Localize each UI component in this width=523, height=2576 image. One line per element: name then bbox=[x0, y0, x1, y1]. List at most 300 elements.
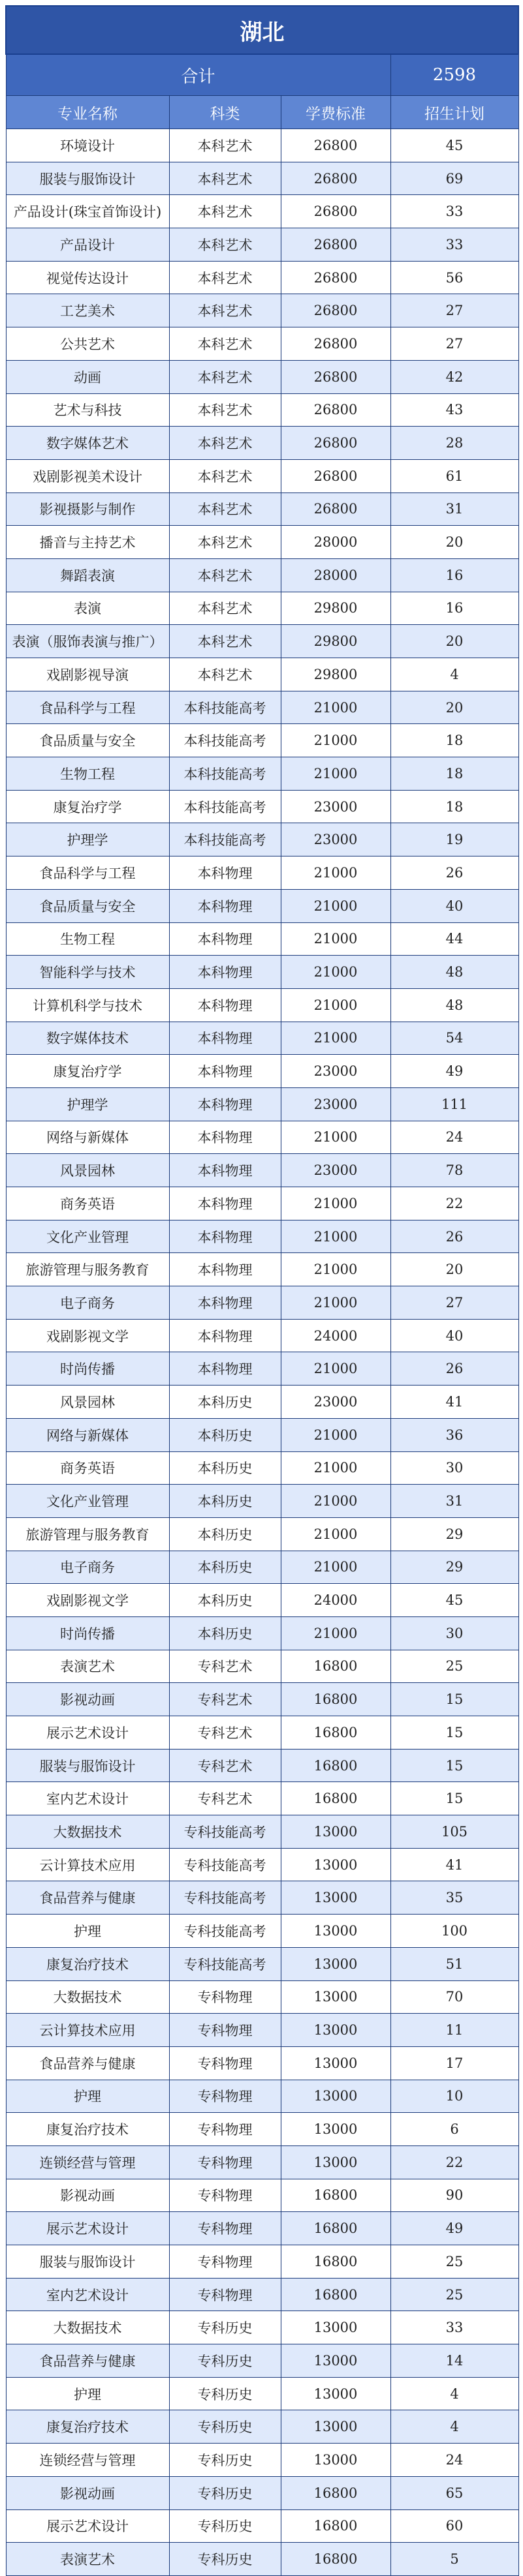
major-cell: 网络与新媒体 bbox=[6, 1418, 169, 1451]
total-label: 合计 bbox=[6, 54, 390, 96]
tuition-cell: 21000 bbox=[281, 1485, 390, 1518]
table-row bbox=[6, 129, 518, 162]
plan-cell: 18 bbox=[390, 724, 518, 757]
category-cell: 专科物理 bbox=[169, 2113, 281, 2146]
category-cell: 专科历史 bbox=[169, 2509, 281, 2543]
table-row bbox=[6, 261, 518, 294]
category-cell: 本科物理 bbox=[169, 1220, 281, 1253]
tuition-cell: 21000 bbox=[281, 691, 390, 724]
tuition-cell: 28000 bbox=[281, 558, 390, 592]
major-cell: 环境设计 bbox=[6, 129, 169, 162]
category-cell: 本科物理 bbox=[169, 1187, 281, 1220]
major-cell: 产品设计(珠宝首饰设计) bbox=[6, 195, 169, 228]
tuition-cell: 21000 bbox=[281, 757, 390, 791]
table-row bbox=[6, 1947, 518, 1980]
major-cell: 连锁经营与管理 bbox=[6, 2444, 169, 2477]
major-cell: 服装与服饰设计 bbox=[6, 162, 169, 195]
plan-cell: 4 bbox=[390, 2377, 518, 2410]
category-cell: 专科物理 bbox=[169, 1980, 281, 2014]
major-cell: 生物工程 bbox=[6, 922, 169, 956]
category-cell: 专科艺术 bbox=[169, 1782, 281, 1815]
tuition-cell: 29800 bbox=[281, 625, 390, 658]
table-row bbox=[6, 2014, 518, 2047]
table-row bbox=[6, 1616, 518, 1650]
table-row bbox=[6, 459, 518, 492]
plan-cell: 42 bbox=[390, 360, 518, 393]
category-cell: 专科艺术 bbox=[169, 1716, 281, 1750]
table-row bbox=[6, 790, 518, 823]
major-cell: 食品科学与工程 bbox=[6, 691, 169, 724]
table-row bbox=[6, 393, 518, 427]
category-cell: 专科物理 bbox=[169, 2145, 281, 2179]
tuition-cell: 16800 bbox=[281, 2543, 390, 2576]
major-cell: 食品质量与安全 bbox=[6, 724, 169, 757]
tuition-cell: 21000 bbox=[281, 1286, 390, 1320]
tuition-cell: 16800 bbox=[281, 2179, 390, 2212]
table-row bbox=[6, 2046, 518, 2080]
plan-cell: 111 bbox=[390, 1087, 518, 1121]
tuition-cell: 16800 bbox=[281, 2509, 390, 2543]
major-cell: 展示艺术设计 bbox=[6, 2509, 169, 2543]
plan-cell: 28 bbox=[390, 427, 518, 460]
tuition-cell: 29800 bbox=[281, 592, 390, 625]
table-row bbox=[6, 1551, 518, 1584]
table-row bbox=[6, 2444, 518, 2477]
category-cell: 本科艺术 bbox=[169, 327, 281, 361]
table-row bbox=[6, 1187, 518, 1220]
category-cell: 专科物理 bbox=[169, 2245, 281, 2279]
category-cell: 本科历史 bbox=[169, 1517, 281, 1551]
plan-cell: 45 bbox=[390, 1584, 518, 1617]
plan-cell: 25 bbox=[390, 2245, 518, 2279]
category-cell: 本科物理 bbox=[169, 956, 281, 989]
plan-cell: 15 bbox=[390, 1782, 518, 1815]
column-header-tuition: 学费标准 bbox=[281, 96, 390, 129]
plan-cell: 41 bbox=[390, 1386, 518, 1419]
major-cell: 戏剧影视文学 bbox=[6, 1584, 169, 1617]
major-cell: 食品科学与工程 bbox=[6, 856, 169, 890]
major-cell: 护理学 bbox=[6, 1087, 169, 1121]
plan-cell: 29 bbox=[390, 1517, 518, 1551]
category-cell: 专科技能高考 bbox=[169, 1947, 281, 1980]
table-row bbox=[6, 1087, 518, 1121]
plan-cell: 48 bbox=[390, 988, 518, 1022]
major-cell: 大数据技术 bbox=[6, 2311, 169, 2344]
table-row bbox=[6, 922, 518, 956]
tuition-cell: 26800 bbox=[281, 162, 390, 195]
major-cell: 文化产业管理 bbox=[6, 1220, 169, 1253]
major-cell: 室内艺术设计 bbox=[6, 1782, 169, 1815]
tuition-cell: 13000 bbox=[281, 2145, 390, 2179]
major-cell: 表演（服饰表演与推广） bbox=[6, 625, 169, 658]
tuition-cell: 23000 bbox=[281, 1055, 390, 1088]
table-row bbox=[6, 228, 518, 262]
category-cell: 专科历史 bbox=[169, 2543, 281, 2576]
plan-cell: 19 bbox=[390, 823, 518, 856]
category-cell: 本科物理 bbox=[169, 1022, 281, 1055]
table-row bbox=[6, 1451, 518, 1485]
category-cell: 本科艺术 bbox=[169, 162, 281, 195]
title-row bbox=[6, 6, 518, 54]
major-cell: 生物工程 bbox=[6, 757, 169, 791]
plan-cell: 18 bbox=[390, 790, 518, 823]
table-row bbox=[6, 625, 518, 658]
category-cell: 专科技能高考 bbox=[169, 1848, 281, 1881]
table-row bbox=[6, 1782, 518, 1815]
table-row bbox=[6, 1319, 518, 1352]
category-cell: 本科历史 bbox=[169, 1551, 281, 1584]
category-cell: 本科历史 bbox=[169, 1485, 281, 1518]
tuition-cell: 21000 bbox=[281, 1253, 390, 1286]
major-cell: 影视动画 bbox=[6, 2179, 169, 2212]
table-row bbox=[6, 856, 518, 890]
tuition-cell: 21000 bbox=[281, 1220, 390, 1253]
plan-cell: 20 bbox=[390, 625, 518, 658]
plan-cell: 41 bbox=[390, 1848, 518, 1881]
major-cell: 戏剧影视导演 bbox=[6, 658, 169, 691]
tuition-cell: 16800 bbox=[281, 1650, 390, 1683]
plan-cell: 40 bbox=[390, 1319, 518, 1352]
plan-cell: 54 bbox=[390, 1022, 518, 1055]
category-cell: 本科技能高考 bbox=[169, 724, 281, 757]
table-row bbox=[6, 1749, 518, 1782]
plan-cell: 30 bbox=[390, 1451, 518, 1485]
table-row bbox=[6, 2344, 518, 2378]
plan-cell: 20 bbox=[390, 526, 518, 559]
plan-cell: 27 bbox=[390, 1286, 518, 1320]
category-cell: 专科物理 bbox=[169, 2179, 281, 2212]
tuition-cell: 16800 bbox=[281, 2212, 390, 2245]
table-row bbox=[6, 327, 518, 361]
plan-cell: 25 bbox=[390, 1650, 518, 1683]
table-row bbox=[6, 592, 518, 625]
plan-cell: 31 bbox=[390, 492, 518, 526]
major-cell: 旅游管理与服务教育 bbox=[6, 1253, 169, 1286]
category-cell: 本科艺术 bbox=[169, 195, 281, 228]
category-cell: 专科技能高考 bbox=[169, 1815, 281, 1849]
major-cell: 产品设计 bbox=[6, 228, 169, 262]
table-row bbox=[6, 1716, 518, 1750]
major-cell: 风景园林 bbox=[6, 1154, 169, 1187]
category-cell: 本科物理 bbox=[169, 1055, 281, 1088]
category-cell: 本科物理 bbox=[169, 1319, 281, 1352]
major-cell: 计算机科学与技术 bbox=[6, 988, 169, 1022]
column-header-category: 科类 bbox=[169, 96, 281, 129]
table-row bbox=[6, 2543, 518, 2576]
table-row bbox=[6, 2278, 518, 2311]
major-cell: 康复治疗学 bbox=[6, 790, 169, 823]
table-row bbox=[6, 988, 518, 1022]
plan-cell: 22 bbox=[390, 2145, 518, 2179]
major-cell: 连锁经营与管理 bbox=[6, 2145, 169, 2179]
tuition-cell: 26800 bbox=[281, 195, 390, 228]
tuition-cell: 21000 bbox=[281, 889, 390, 922]
table-row bbox=[6, 1683, 518, 1716]
plan-cell: 105 bbox=[390, 1815, 518, 1849]
tuition-cell: 21000 bbox=[281, 1418, 390, 1451]
tuition-cell: 23000 bbox=[281, 823, 390, 856]
column-header-plan: 招生计划 bbox=[390, 96, 518, 129]
plan-cell: 30 bbox=[390, 1616, 518, 1650]
table-row bbox=[6, 526, 518, 559]
plan-cell: 25 bbox=[390, 2278, 518, 2311]
tuition-cell: 21000 bbox=[281, 1451, 390, 1485]
major-cell: 风景园林 bbox=[6, 1386, 169, 1419]
major-cell: 室内艺术设计 bbox=[6, 2278, 169, 2311]
major-cell: 影视摄影与制作 bbox=[6, 492, 169, 526]
tuition-cell: 13000 bbox=[281, 2014, 390, 2047]
tuition-cell: 13000 bbox=[281, 1915, 390, 1948]
table-row bbox=[6, 2311, 518, 2344]
table-row bbox=[6, 294, 518, 327]
category-cell: 本科艺术 bbox=[169, 294, 281, 327]
major-cell: 表演艺术 bbox=[6, 1650, 169, 1683]
category-cell: 本科物理 bbox=[169, 1121, 281, 1154]
plan-cell: 27 bbox=[390, 294, 518, 327]
tuition-cell: 24000 bbox=[281, 1319, 390, 1352]
major-cell: 食品营养与健康 bbox=[6, 2046, 169, 2080]
plan-cell: 49 bbox=[390, 1055, 518, 1088]
table-row bbox=[6, 1517, 518, 1551]
tuition-cell: 13000 bbox=[281, 2344, 390, 2378]
major-cell: 公共艺术 bbox=[6, 327, 169, 361]
table-row bbox=[6, 195, 518, 228]
category-cell: 专科历史 bbox=[169, 2344, 281, 2378]
plan-cell: 49 bbox=[390, 2212, 518, 2245]
plan-cell: 16 bbox=[390, 558, 518, 592]
admission-plan-table bbox=[5, 5, 519, 2576]
major-cell: 云计算技术应用 bbox=[6, 2014, 169, 2047]
category-cell: 本科艺术 bbox=[169, 427, 281, 460]
tuition-cell: 16800 bbox=[281, 1749, 390, 1782]
plan-cell: 20 bbox=[390, 1253, 518, 1286]
plan-cell: 65 bbox=[390, 2476, 518, 2509]
plan-cell: 14 bbox=[390, 2344, 518, 2378]
tuition-cell: 23000 bbox=[281, 1386, 390, 1419]
category-cell: 本科历史 bbox=[169, 1451, 281, 1485]
tuition-cell: 21000 bbox=[281, 988, 390, 1022]
major-cell: 电子商务 bbox=[6, 1286, 169, 1320]
table-row bbox=[6, 427, 518, 460]
category-cell: 专科历史 bbox=[169, 2476, 281, 2509]
category-cell: 专科物理 bbox=[169, 2212, 281, 2245]
plan-cell: 48 bbox=[390, 956, 518, 989]
category-cell: 专科技能高考 bbox=[169, 1881, 281, 1915]
plan-cell: 40 bbox=[390, 889, 518, 922]
table-row bbox=[6, 1286, 518, 1320]
major-cell: 播音与主持艺术 bbox=[6, 526, 169, 559]
category-cell: 专科历史 bbox=[169, 2444, 281, 2477]
table-row bbox=[6, 658, 518, 691]
category-cell: 本科历史 bbox=[169, 1616, 281, 1650]
major-cell: 艺术与科技 bbox=[6, 393, 169, 427]
tuition-cell: 13000 bbox=[281, 1947, 390, 1980]
category-cell: 本科艺术 bbox=[169, 558, 281, 592]
category-cell: 本科历史 bbox=[169, 1418, 281, 1451]
tuition-cell: 26800 bbox=[281, 427, 390, 460]
plan-cell: 31 bbox=[390, 1485, 518, 1518]
tuition-cell: 13000 bbox=[281, 2444, 390, 2477]
table-row bbox=[6, 2179, 518, 2212]
table-row bbox=[6, 2113, 518, 2146]
table-row bbox=[6, 360, 518, 393]
table-row bbox=[6, 2245, 518, 2279]
category-cell: 本科技能高考 bbox=[169, 691, 281, 724]
table-row bbox=[6, 1418, 518, 1451]
table-row bbox=[6, 2145, 518, 2179]
plan-cell: 15 bbox=[390, 1716, 518, 1750]
major-cell: 舞蹈表演 bbox=[6, 558, 169, 592]
category-cell: 专科物理 bbox=[169, 2278, 281, 2311]
table-row bbox=[6, 162, 518, 195]
table-row bbox=[6, 1055, 518, 1088]
plan-cell: 20 bbox=[390, 691, 518, 724]
plan-cell: 100 bbox=[390, 1915, 518, 1948]
table-row bbox=[6, 691, 518, 724]
table-row bbox=[6, 2410, 518, 2444]
plan-cell: 33 bbox=[390, 2311, 518, 2344]
table-row bbox=[6, 1220, 518, 1253]
tuition-cell: 21000 bbox=[281, 1616, 390, 1650]
major-cell: 动画 bbox=[6, 360, 169, 393]
table-row bbox=[6, 2377, 518, 2410]
category-cell: 本科艺术 bbox=[169, 129, 281, 162]
major-cell: 时尚传播 bbox=[6, 1352, 169, 1386]
plan-cell: 36 bbox=[390, 1418, 518, 1451]
category-cell: 本科艺术 bbox=[169, 592, 281, 625]
major-cell: 护理 bbox=[6, 2377, 169, 2410]
plan-cell: 10 bbox=[390, 2080, 518, 2113]
plan-cell: 29 bbox=[390, 1551, 518, 1584]
category-cell: 本科艺术 bbox=[169, 261, 281, 294]
plan-cell: 15 bbox=[390, 1749, 518, 1782]
tuition-cell: 13000 bbox=[281, 2080, 390, 2113]
plan-cell: 90 bbox=[390, 2179, 518, 2212]
plan-cell: 18 bbox=[390, 757, 518, 791]
table-row bbox=[6, 956, 518, 989]
category-cell: 本科技能高考 bbox=[169, 823, 281, 856]
plan-cell: 24 bbox=[390, 2444, 518, 2477]
table-row bbox=[6, 1022, 518, 1055]
category-cell: 本科物理 bbox=[169, 889, 281, 922]
major-cell: 影视动画 bbox=[6, 1683, 169, 1716]
category-cell: 本科物理 bbox=[169, 1352, 281, 1386]
category-cell: 专科艺术 bbox=[169, 1749, 281, 1782]
total-value: 2598 bbox=[390, 54, 518, 96]
category-cell: 本科技能高考 bbox=[169, 790, 281, 823]
tuition-cell: 16800 bbox=[281, 1782, 390, 1815]
tuition-cell: 23000 bbox=[281, 790, 390, 823]
plan-cell: 15 bbox=[390, 1683, 518, 1716]
table-row bbox=[6, 2080, 518, 2113]
plan-cell: 70 bbox=[390, 1980, 518, 2014]
tuition-cell: 26800 bbox=[281, 360, 390, 393]
tuition-cell: 16800 bbox=[281, 2476, 390, 2509]
table-row bbox=[6, 1881, 518, 1915]
table-row bbox=[6, 889, 518, 922]
major-cell: 影视动画 bbox=[6, 2476, 169, 2509]
category-cell: 本科物理 bbox=[169, 922, 281, 956]
tuition-cell: 21000 bbox=[281, 1352, 390, 1386]
major-cell: 表演艺术 bbox=[6, 2543, 169, 2576]
tuition-cell: 29800 bbox=[281, 658, 390, 691]
tuition-cell: 13000 bbox=[281, 2046, 390, 2080]
tuition-cell: 13000 bbox=[281, 1980, 390, 2014]
major-cell: 文化产业管理 bbox=[6, 1485, 169, 1518]
header-row bbox=[6, 96, 518, 129]
major-cell: 戏剧影视美术设计 bbox=[6, 459, 169, 492]
tuition-cell: 13000 bbox=[281, 2410, 390, 2444]
tuition-cell: 26800 bbox=[281, 492, 390, 526]
plan-cell: 4 bbox=[390, 658, 518, 691]
major-cell: 商务英语 bbox=[6, 1187, 169, 1220]
major-cell: 工艺美术 bbox=[6, 294, 169, 327]
major-cell: 大数据技术 bbox=[6, 1980, 169, 2014]
category-cell: 专科历史 bbox=[169, 2410, 281, 2444]
tuition-cell: 26800 bbox=[281, 393, 390, 427]
tuition-cell: 21000 bbox=[281, 1022, 390, 1055]
tuition-cell: 16800 bbox=[281, 2245, 390, 2279]
category-cell: 专科历史 bbox=[169, 2311, 281, 2344]
tuition-cell: 13000 bbox=[281, 1815, 390, 1849]
category-cell: 专科物理 bbox=[169, 2080, 281, 2113]
tuition-cell: 13000 bbox=[281, 1848, 390, 1881]
tuition-cell: 26800 bbox=[281, 129, 390, 162]
major-cell: 表演 bbox=[6, 592, 169, 625]
plan-cell: 56 bbox=[390, 261, 518, 294]
major-cell: 商务英语 bbox=[6, 1451, 169, 1485]
tuition-cell: 26800 bbox=[281, 228, 390, 262]
tuition-cell: 16800 bbox=[281, 1716, 390, 1750]
tuition-cell: 13000 bbox=[281, 1881, 390, 1915]
category-cell: 本科技能高考 bbox=[169, 757, 281, 791]
category-cell: 专科艺术 bbox=[169, 1650, 281, 1683]
category-cell: 本科艺术 bbox=[169, 393, 281, 427]
plan-cell: 33 bbox=[390, 195, 518, 228]
major-cell: 食品营养与健康 bbox=[6, 2344, 169, 2378]
major-cell: 护理 bbox=[6, 2080, 169, 2113]
plan-cell: 17 bbox=[390, 2046, 518, 2080]
major-cell: 数字媒体艺术 bbox=[6, 427, 169, 460]
plan-cell: 4 bbox=[390, 2410, 518, 2444]
table-row bbox=[6, 1848, 518, 1881]
table-row bbox=[6, 492, 518, 526]
table-row bbox=[6, 1815, 518, 1849]
plan-cell: 35 bbox=[390, 1881, 518, 1915]
category-cell: 本科艺术 bbox=[169, 625, 281, 658]
category-cell: 本科物理 bbox=[169, 1154, 281, 1187]
region-title: 湖北 bbox=[6, 6, 518, 54]
major-cell: 康复治疗学 bbox=[6, 1055, 169, 1088]
tuition-cell: 21000 bbox=[281, 856, 390, 890]
category-cell: 专科物理 bbox=[169, 2014, 281, 2047]
plan-cell: 26 bbox=[390, 1220, 518, 1253]
major-cell: 电子商务 bbox=[6, 1551, 169, 1584]
major-cell: 智能科学与技术 bbox=[6, 956, 169, 989]
category-cell: 本科物理 bbox=[169, 1087, 281, 1121]
category-cell: 本科物理 bbox=[169, 988, 281, 1022]
tuition-cell: 21000 bbox=[281, 1551, 390, 1584]
category-cell: 本科艺术 bbox=[169, 492, 281, 526]
table-row bbox=[6, 1584, 518, 1617]
plan-cell: 44 bbox=[390, 922, 518, 956]
plan-cell: 26 bbox=[390, 856, 518, 890]
table-row bbox=[6, 1253, 518, 1286]
tuition-cell: 21000 bbox=[281, 724, 390, 757]
tuition-cell: 21000 bbox=[281, 1121, 390, 1154]
major-cell: 康复治疗技术 bbox=[6, 2410, 169, 2444]
tuition-cell: 21000 bbox=[281, 922, 390, 956]
